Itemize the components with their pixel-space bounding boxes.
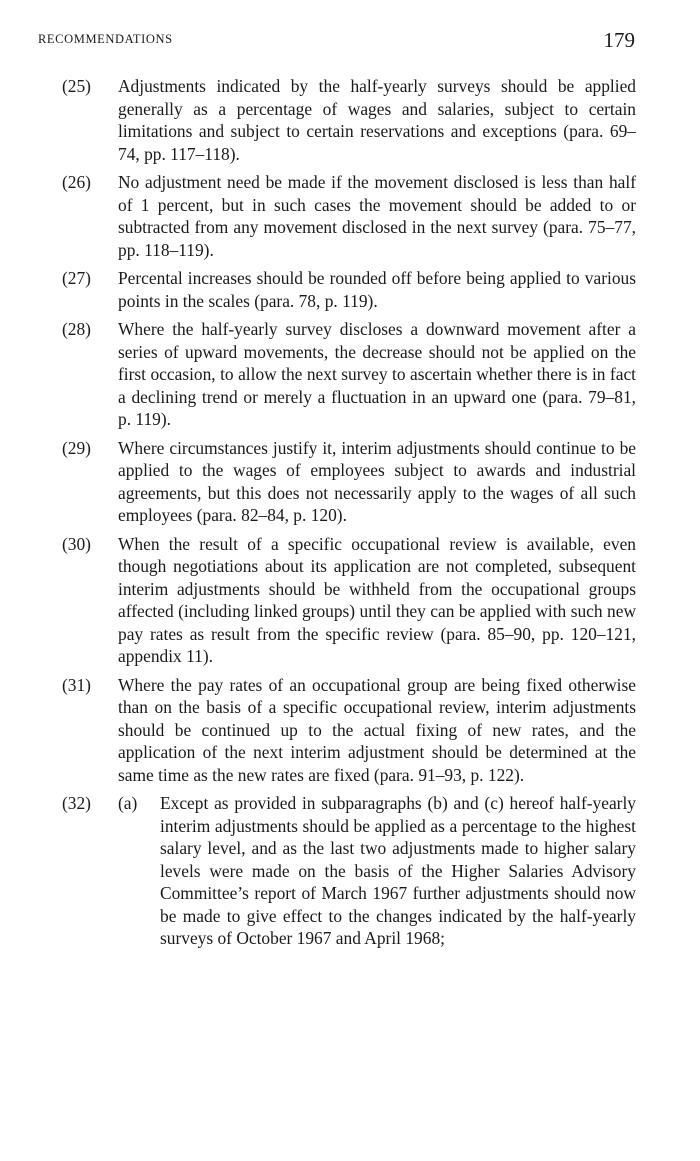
item-number: (28) (62, 319, 91, 339)
item-number: (32) (62, 793, 91, 813)
item-number: (27) (62, 268, 91, 288)
item-number: (31) (62, 674, 91, 695)
item-number: (25) (62, 76, 91, 96)
recommendation-item-27 (62, 267, 636, 312)
recommendation-item-25 (62, 75, 636, 165)
subparagraph-text: Except as provided in subparagraphs (b) and (c) hereof half-yearly interim adjustments should be applied as a percentage to the highest salary level, and as the last two adjustments made to higher salary levels were made on the basis of the Higher Salaries Advisory Committee’s report of March 1967 further adjustments should now be made to give effect to the changes indicated by the half-yearly surveys of October 1967 and April 1968; (160, 793, 636, 948)
recommendation-item-31 (62, 674, 636, 787)
recommendation-item-26 (62, 171, 636, 261)
item-number: (30) (62, 533, 91, 554)
recommendation-item-28 (62, 318, 636, 431)
item-text: No adjustment need be made if the movement disclosed is less than half of 1 percent, but in such cases the movement should be added to or subtracted from any movement disclosed in the next survey (para. 75–77, pp. 118–119). (118, 172, 636, 260)
item-text: Where the half-yearly survey discloses a downward movement after a series of upward movements, the decrease should not be applied on the first occasion, to allow the next survey to ascertain whether there is in fact a declining trend or merely a fluctuation in an upward one (para. 79–81, p. 119). (118, 319, 636, 429)
recommendation-item-29 (62, 437, 636, 527)
running-head: RECOMMENDATIONS (38, 32, 173, 46)
recommendation-item-30 (62, 533, 636, 668)
item-text: Where circumstances justify it, interim adjustments should continue to be applied to the wages of employees subject to awards and industrial agreements, but this does not necessarily apply to the wages of all such employees (para. 82–84, p. 120). (118, 437, 636, 525)
item-text: Where the pay rates of an occupational group are being fixed otherwise than on the basis of a specific occupational review, interim adjustments should be continued up to the actual fixing of new rates, and the application of the next interim adjustment should be determined at the same time as the new rates are fixed (para. 91–93, p. 122). (118, 674, 636, 785)
subparagraph-label: (a) (118, 793, 138, 813)
recommendation-item-32 (62, 792, 636, 950)
subparagraph-a (118, 792, 636, 950)
item-text: When the result of a specific occupational review is available, even though negotiations about its application are not completed, subsequent interim adjustments should be withheld from the occupational groups affected (including linked groups) until they can be applied with such new pay rates as result from the specific review (para. 85–90, pp. 120–121, appendix 11). (118, 533, 636, 666)
item-text: Percental increases should be rounded off before being applied to various points in the scales (para. 78, p. 119). (118, 268, 636, 311)
item-number: (26) (62, 172, 91, 192)
item-number: (29) (62, 437, 91, 458)
recommendations-list (62, 75, 636, 956)
page-number: 179 (603, 28, 635, 52)
item-text: Adjustments indicated by the half-yearly surveys should be applied generally as a percentage of wages and salaries, subject to certain limitations and subject to certain reservations and exceptions (para. 69–74, pp. 117–118). (118, 76, 636, 164)
